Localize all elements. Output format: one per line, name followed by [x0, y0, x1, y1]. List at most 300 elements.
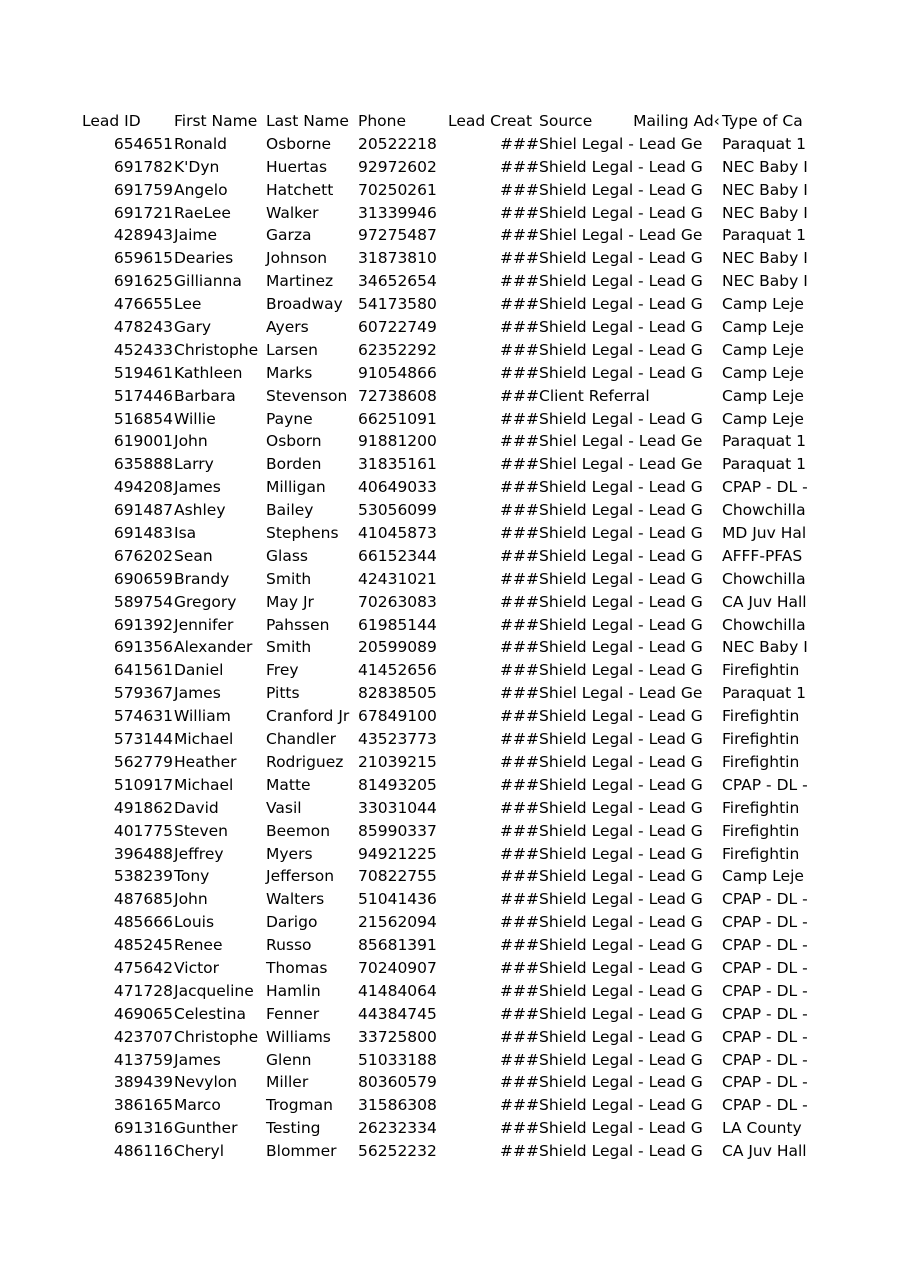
cell-lead-created[interactable]: ### [448, 682, 539, 705]
cell-lead-created[interactable]: ### [448, 957, 539, 980]
cell-type-of-case[interactable]: CA Juv Hall [722, 1140, 813, 1163]
cell-source[interactable]: Shiel Legal - Lead Ge [539, 432, 703, 451]
cell-first-name[interactable]: Michael [174, 775, 234, 794]
cell-phone[interactable]: 70263083 [358, 591, 447, 614]
cell-last-name[interactable]: Beemon [266, 820, 358, 843]
cell-phone[interactable]: 62352292 [358, 339, 447, 362]
cell-last-name[interactable]: Rodriguez [266, 751, 358, 774]
cell-lead-id[interactable]: 386165 [113, 1096, 173, 1115]
cell-source[interactable]: Shield Legal - Lead G [539, 409, 703, 428]
cell-lead-id[interactable]: 654651 [113, 134, 173, 153]
cell-phone[interactable]: 31586308 [358, 1094, 447, 1117]
cell-lead-created[interactable]: ### [448, 247, 539, 270]
cell-first-name[interactable]: Cheryl [174, 1142, 225, 1161]
cell-source[interactable]: Shield Legal - Lead G [539, 1142, 703, 1161]
cell-lead-id[interactable]: 452433 [113, 340, 173, 359]
cell-last-name[interactable]: Ayers [266, 316, 358, 339]
cell-source[interactable]: Shield Legal - Lead G [539, 1050, 703, 1069]
cell-last-name[interactable]: Walker [266, 202, 358, 225]
cell-last-name[interactable]: Chandler [266, 728, 358, 751]
cell-lead-created[interactable]: ### [448, 888, 539, 911]
cell-phone[interactable]: 34652654 [358, 270, 447, 293]
cell-lead-created[interactable]: ### [448, 476, 539, 499]
cell-last-name[interactable]: Trogman [266, 1094, 358, 1117]
cell-type-of-case[interactable]: CPAP - DL - [722, 980, 813, 1003]
cell-phone[interactable]: 33725800 [358, 1026, 447, 1049]
cell-type-of-case[interactable]: Firefightin [722, 797, 813, 820]
cell-lead-id[interactable]: 396488 [113, 844, 173, 863]
cell-lead-created[interactable]: ### [448, 751, 539, 774]
header-source[interactable]: Source [539, 112, 593, 130]
cell-last-name[interactable]: Fenner [266, 1003, 358, 1026]
cell-lead-id[interactable]: 691759 [113, 180, 173, 199]
cell-type-of-case[interactable]: CPAP - DL - [722, 1003, 813, 1026]
cell-lead-id[interactable]: 476655 [113, 295, 173, 314]
cell-first-name[interactable]: Dearies [174, 249, 234, 268]
cell-type-of-case[interactable]: CPAP - DL - [722, 774, 813, 797]
cell-type-of-case[interactable]: Firefightin [722, 820, 813, 843]
cell-source[interactable]: Shield Legal - Lead G [539, 890, 703, 909]
cell-lead-id[interactable]: 494208 [113, 478, 173, 497]
cell-lead-id[interactable]: 486116 [113, 1142, 173, 1161]
cell-source[interactable]: Shiel Legal - Lead Ge [539, 684, 703, 703]
cell-phone[interactable]: 82838505 [358, 682, 447, 705]
cell-last-name[interactable]: Glass [266, 545, 358, 568]
cell-first-name[interactable]: Gillianna [174, 272, 242, 291]
cell-last-name[interactable]: May Jr [266, 591, 358, 614]
cell-lead-id[interactable]: 401775 [113, 821, 173, 840]
cell-lead-created[interactable]: ### [448, 453, 539, 476]
cell-lead-created[interactable]: ### [448, 568, 539, 591]
cell-first-name[interactable]: Lee [174, 295, 202, 314]
cell-first-name[interactable]: Alexander [174, 638, 253, 657]
cell-first-name[interactable]: Steven [174, 821, 228, 840]
cell-lead-id[interactable]: 691392 [113, 615, 173, 634]
cell-last-name[interactable]: Glenn [266, 1049, 358, 1072]
cell-phone[interactable]: 70240907 [358, 957, 447, 980]
cell-lead-created[interactable]: ### [448, 362, 539, 385]
cell-lead-created[interactable]: ### [448, 499, 539, 522]
cell-source[interactable]: Shield Legal - Lead G [539, 821, 703, 840]
cell-lead-created[interactable]: ### [448, 522, 539, 545]
cell-lead-id[interactable]: 471728 [113, 981, 173, 1000]
cell-lead-created[interactable]: ### [448, 385, 539, 408]
cell-type-of-case[interactable]: NEC Baby I [722, 636, 813, 659]
cell-source[interactable]: Shield Legal - Lead G [539, 775, 703, 794]
cell-source[interactable]: Shield Legal - Lead G [539, 569, 703, 588]
cell-last-name[interactable]: Darigo [266, 911, 358, 934]
cell-lead-created[interactable]: ### [448, 316, 539, 339]
cell-type-of-case[interactable]: CA Juv Hall [722, 591, 813, 614]
cell-type-of-case[interactable]: AFFF-PFAS [722, 545, 813, 568]
cell-lead-created[interactable]: ### [448, 705, 539, 728]
cell-source[interactable]: Shield Legal - Lead G [539, 592, 703, 611]
header-last-name[interactable]: Last Name [266, 110, 358, 133]
cell-last-name[interactable]: Marks [266, 362, 358, 385]
cell-first-name[interactable]: Barbara [174, 386, 236, 405]
cell-first-name[interactable]: Gregory [174, 592, 237, 611]
cell-lead-created[interactable]: ### [448, 614, 539, 637]
cell-lead-id[interactable]: 538239 [113, 867, 173, 886]
cell-first-name[interactable]: Michael [174, 730, 234, 749]
cell-first-name[interactable]: James [174, 478, 221, 497]
cell-last-name[interactable]: Pitts [266, 682, 358, 705]
cell-lead-id[interactable]: 676202 [113, 546, 173, 565]
cell-type-of-case[interactable]: NEC Baby I [722, 202, 813, 225]
cell-source[interactable]: Shield Legal - Lead G [539, 958, 703, 977]
cell-first-name[interactable]: Tony [174, 867, 210, 886]
cell-lead-id[interactable]: 485666 [113, 913, 173, 932]
header-type-of-case[interactable]: Type of Ca [722, 112, 803, 130]
cell-type-of-case[interactable]: Firefightin [722, 659, 813, 682]
cell-first-name[interactable]: John [174, 432, 208, 451]
cell-phone[interactable]: 72738608 [358, 385, 447, 408]
cell-phone[interactable]: 43523773 [358, 728, 447, 751]
cell-phone[interactable]: 40649033 [358, 476, 447, 499]
cell-phone[interactable]: 26232334 [358, 1117, 447, 1140]
cell-source[interactable]: Shield Legal - Lead G [539, 1004, 703, 1023]
cell-source[interactable]: Shield Legal - Lead G [539, 867, 703, 886]
cell-first-name[interactable]: John [174, 890, 208, 909]
cell-source[interactable]: Shield Legal - Lead G [539, 707, 703, 726]
cell-last-name[interactable]: Jefferson [266, 865, 358, 888]
cell-source[interactable]: Shield Legal - Lead G [539, 844, 703, 863]
cell-last-name[interactable]: Myers [266, 843, 358, 866]
cell-first-name[interactable]: Larry [174, 455, 214, 474]
cell-source[interactable]: Shield Legal - Lead G [539, 272, 703, 291]
cell-lead-id[interactable]: 485245 [113, 936, 173, 955]
cell-lead-id[interactable]: 691487 [113, 501, 173, 520]
cell-lead-created[interactable]: ### [448, 339, 539, 362]
cell-lead-created[interactable]: ### [448, 980, 539, 1003]
cell-phone[interactable]: 80360579 [358, 1071, 447, 1094]
cell-source[interactable]: Shield Legal - Lead G [539, 638, 703, 657]
cell-lead-created[interactable]: ### [448, 179, 539, 202]
header-mailing-address[interactable]: Mailing Ad‹ [631, 110, 722, 133]
cell-lead-created[interactable]: ### [448, 820, 539, 843]
cell-last-name[interactable]: Smith [266, 636, 358, 659]
cell-last-name[interactable]: Stephens [266, 522, 358, 545]
cell-type-of-case[interactable]: CPAP - DL - [722, 911, 813, 934]
cell-last-name[interactable]: Russo [266, 934, 358, 957]
cell-first-name[interactable]: William [174, 707, 231, 726]
cell-last-name[interactable]: Blommer [266, 1140, 358, 1163]
cell-source[interactable]: Shield Legal - Lead G [539, 501, 703, 520]
cell-phone[interactable]: 21039215 [358, 751, 447, 774]
cell-source[interactable]: Shield Legal - Lead G [539, 1096, 703, 1115]
cell-phone[interactable]: 44384745 [358, 1003, 447, 1026]
cell-lead-id[interactable]: 413759 [113, 1050, 173, 1069]
cell-first-name[interactable]: Marco [174, 1096, 221, 1115]
cell-phone[interactable]: 61985144 [358, 614, 447, 637]
cell-source[interactable]: Shield Legal - Lead G [539, 546, 703, 565]
cell-source[interactable]: Shield Legal - Lead G [539, 913, 703, 932]
cell-type-of-case[interactable]: Paraquat 1 [722, 430, 813, 453]
cell-type-of-case[interactable]: Camp Leje [722, 385, 813, 408]
cell-type-of-case[interactable]: NEC Baby I [722, 247, 813, 270]
header-lead-id[interactable]: Lead ID [82, 112, 141, 130]
cell-first-name[interactable]: Ronald [174, 134, 228, 153]
cell-first-name[interactable]: James [174, 684, 221, 703]
cell-source[interactable]: Shield Legal - Lead G [539, 981, 703, 1000]
cell-lead-id[interactable]: 641561 [113, 661, 173, 680]
cell-last-name[interactable]: Osborn [266, 430, 358, 453]
cell-last-name[interactable]: Bailey [266, 499, 358, 522]
cell-lead-id[interactable]: 574631 [113, 707, 173, 726]
cell-type-of-case[interactable]: Chowchilla [722, 499, 813, 522]
cell-lead-created[interactable]: ### [448, 1140, 539, 1163]
cell-source[interactable]: Shield Legal - Lead G [539, 295, 703, 314]
cell-lead-created[interactable]: ### [448, 911, 539, 934]
cell-first-name[interactable]: Daniel [174, 661, 224, 680]
cell-first-name[interactable]: Gary [174, 318, 212, 337]
cell-first-name[interactable]: Willie [174, 409, 216, 428]
cell-first-name[interactable]: Christophe [174, 1027, 259, 1046]
cell-phone[interactable]: 31835161 [358, 453, 447, 476]
cell-last-name[interactable]: Johnson [266, 247, 358, 270]
cell-type-of-case[interactable]: Camp Leje [722, 293, 813, 316]
cell-lead-id[interactable]: 517446 [113, 386, 173, 405]
cell-lead-created[interactable]: ### [448, 270, 539, 293]
cell-last-name[interactable]: Pahssen [266, 614, 358, 637]
cell-first-name[interactable]: RaeLee [174, 203, 231, 222]
cell-lead-id[interactable]: 691782 [113, 157, 173, 176]
cell-source[interactable]: Shield Legal - Lead G [539, 661, 703, 680]
cell-type-of-case[interactable]: NEC Baby I [722, 179, 813, 202]
cell-lead-created[interactable]: ### [448, 1049, 539, 1072]
cell-source[interactable]: Shield Legal - Lead G [539, 730, 703, 749]
cell-last-name[interactable]: Miller [266, 1071, 358, 1094]
cell-source[interactable]: Shield Legal - Lead G [539, 1119, 703, 1138]
cell-last-name[interactable]: Williams [266, 1026, 358, 1049]
cell-lead-id[interactable]: 389439 [113, 1073, 173, 1092]
cell-source[interactable]: Shield Legal - Lead G [539, 752, 703, 771]
cell-lead-id[interactable]: 691356 [113, 638, 173, 657]
cell-type-of-case[interactable]: Camp Leje [722, 316, 813, 339]
cell-type-of-case[interactable]: LA County [722, 1117, 813, 1140]
cell-source[interactable]: Shield Legal - Lead G [539, 524, 703, 543]
cell-first-name[interactable]: Jacqueline [174, 981, 254, 1000]
cell-last-name[interactable]: Larsen [266, 339, 358, 362]
cell-phone[interactable]: 66152344 [358, 545, 447, 568]
cell-phone[interactable]: 91054866 [358, 362, 447, 385]
cell-first-name[interactable]: Jeffrey [174, 844, 224, 863]
cell-type-of-case[interactable]: NEC Baby I [722, 270, 813, 293]
cell-lead-created[interactable]: ### [448, 934, 539, 957]
cell-first-name[interactable]: K'Dyn [174, 157, 220, 176]
cell-first-name[interactable]: Kathleen [174, 363, 243, 382]
cell-lead-id[interactable]: 491862 [113, 798, 173, 817]
cell-lead-id[interactable]: 691316 [113, 1119, 173, 1138]
cell-type-of-case[interactable]: Camp Leje [722, 408, 813, 431]
cell-lead-id[interactable]: 691625 [113, 272, 173, 291]
header-phone[interactable]: Phone [358, 110, 447, 133]
cell-lead-created[interactable]: ### [448, 797, 539, 820]
cell-lead-created[interactable]: ### [448, 408, 539, 431]
cell-phone[interactable]: 42431021 [358, 568, 447, 591]
cell-source[interactable]: Shield Legal - Lead G [539, 363, 703, 382]
cell-type-of-case[interactable]: Chowchilla [722, 614, 813, 637]
cell-lead-id[interactable]: 659615 [113, 249, 173, 268]
cell-lead-created[interactable]: ### [448, 1026, 539, 1049]
cell-type-of-case[interactable]: CPAP - DL - [722, 1049, 813, 1072]
cell-source[interactable]: Shield Legal - Lead G [539, 157, 703, 176]
cell-first-name[interactable]: Isa [174, 524, 197, 543]
cell-type-of-case[interactable]: Firefightin [722, 705, 813, 728]
cell-last-name[interactable]: Osborne [266, 133, 358, 156]
cell-type-of-case[interactable]: CPAP - DL - [722, 1026, 813, 1049]
cell-lead-created[interactable]: ### [448, 1094, 539, 1117]
cell-phone[interactable]: 81493205 [358, 774, 447, 797]
cell-last-name[interactable]: Martinez [266, 270, 358, 293]
cell-lead-id[interactable]: 475642 [113, 958, 173, 977]
cell-lead-created[interactable]: ### [448, 1003, 539, 1026]
cell-last-name[interactable]: Testing [266, 1117, 358, 1140]
cell-lead-id[interactable]: 519461 [113, 363, 173, 382]
cell-type-of-case[interactable]: Paraquat 1 [722, 453, 813, 476]
cell-first-name[interactable]: Sean [174, 546, 213, 565]
cell-lead-created[interactable]: ### [448, 224, 539, 247]
cell-lead-created[interactable]: ### [448, 728, 539, 751]
cell-phone[interactable]: 20522218 [358, 133, 447, 156]
cell-lead-id[interactable]: 690659 [113, 569, 173, 588]
cell-lead-created[interactable]: ### [448, 659, 539, 682]
cell-source[interactable]: Shield Legal - Lead G [539, 1073, 703, 1092]
cell-phone[interactable]: 53056099 [358, 499, 447, 522]
cell-first-name[interactable]: Christophe [174, 340, 259, 359]
cell-lead-id[interactable]: 510917 [113, 775, 173, 794]
cell-lead-id[interactable]: 691721 [113, 203, 173, 222]
cell-type-of-case[interactable]: Firefightin [722, 843, 813, 866]
cell-lead-id[interactable]: 635888 [113, 455, 173, 474]
cell-last-name[interactable]: Garza [266, 224, 358, 247]
cell-lead-id[interactable]: 573144 [113, 730, 173, 749]
cell-phone[interactable]: 97275487 [358, 224, 447, 247]
cell-lead-id[interactable]: 691483 [113, 524, 173, 543]
cell-phone[interactable]: 21562094 [358, 911, 447, 934]
cell-source[interactable]: Shield Legal - Lead G [539, 180, 703, 199]
cell-phone[interactable]: 85990337 [358, 820, 447, 843]
cell-phone[interactable]: 31339946 [358, 202, 447, 225]
cell-phone[interactable]: 92972602 [358, 156, 447, 179]
cell-phone[interactable]: 54173580 [358, 293, 447, 316]
cell-type-of-case[interactable]: CPAP - DL - [722, 1071, 813, 1094]
cell-first-name[interactable]: Angelo [174, 180, 228, 199]
cell-lead-created[interactable]: ### [448, 133, 539, 156]
cell-source[interactable]: Client Referral [539, 386, 650, 405]
cell-phone[interactable]: 20599089 [358, 636, 447, 659]
cell-last-name[interactable]: Cranford Jr [266, 705, 358, 728]
cell-lead-id[interactable]: 562779 [113, 752, 173, 771]
cell-lead-id[interactable]: 423707 [113, 1027, 173, 1046]
cell-source[interactable]: Shield Legal - Lead G [539, 203, 703, 222]
cell-source[interactable]: Shield Legal - Lead G [539, 615, 703, 634]
cell-lead-created[interactable]: ### [448, 843, 539, 866]
cell-lead-created[interactable]: ### [448, 1117, 539, 1140]
cell-phone[interactable]: 70822755 [358, 865, 447, 888]
cell-last-name[interactable]: Walters [266, 888, 358, 911]
cell-lead-id[interactable]: 619001 [113, 432, 173, 451]
cell-last-name[interactable]: Vasil [266, 797, 358, 820]
cell-type-of-case[interactable]: CPAP - DL - [722, 934, 813, 957]
cell-phone[interactable]: 85681391 [358, 934, 447, 957]
cell-type-of-case[interactable]: Firefightin [722, 728, 813, 751]
cell-phone[interactable]: 70250261 [358, 179, 447, 202]
cell-lead-id[interactable]: 589754 [113, 592, 173, 611]
cell-type-of-case[interactable]: Camp Leje [722, 339, 813, 362]
cell-last-name[interactable]: Hatchett [266, 179, 358, 202]
cell-first-name[interactable]: Brandy [174, 569, 230, 588]
cell-lead-created[interactable]: ### [448, 156, 539, 179]
cell-first-name[interactable]: Victor [174, 958, 220, 977]
cell-last-name[interactable]: Broadway [266, 293, 358, 316]
cell-phone[interactable]: 41484064 [358, 980, 447, 1003]
cell-source[interactable]: Shiel Legal - Lead Ge [539, 134, 703, 153]
cell-type-of-case[interactable]: Paraquat 1 [722, 682, 813, 705]
cell-lead-id[interactable]: 428943 [113, 226, 173, 245]
cell-type-of-case[interactable]: Chowchilla [722, 568, 813, 591]
cell-source[interactable]: Shield Legal - Lead G [539, 249, 703, 268]
cell-source[interactable]: Shield Legal - Lead G [539, 340, 703, 359]
cell-last-name[interactable]: Payne [266, 408, 358, 431]
cell-type-of-case[interactable]: CPAP - DL - [722, 888, 813, 911]
cell-phone[interactable]: 66251091 [358, 408, 447, 431]
cell-type-of-case[interactable]: CPAP - DL - [722, 1094, 813, 1117]
cell-type-of-case[interactable]: CPAP - DL - [722, 957, 813, 980]
cell-phone[interactable]: 31873810 [358, 247, 447, 270]
cell-first-name[interactable]: Jaime [174, 226, 218, 245]
cell-type-of-case[interactable]: Camp Leje [722, 865, 813, 888]
cell-first-name[interactable]: Renee [174, 936, 223, 955]
cell-last-name[interactable]: Thomas [266, 957, 358, 980]
cell-source[interactable]: Shield Legal - Lead G [539, 318, 703, 337]
cell-lead-id[interactable]: 579367 [113, 684, 173, 703]
cell-phone[interactable]: 67849100 [358, 705, 447, 728]
cell-last-name[interactable]: Frey [266, 659, 358, 682]
cell-lead-created[interactable]: ### [448, 865, 539, 888]
cell-first-name[interactable]: James [174, 1050, 221, 1069]
cell-lead-created[interactable]: ### [448, 636, 539, 659]
cell-last-name[interactable]: Matte [266, 774, 358, 797]
cell-first-name[interactable]: Heather [174, 752, 237, 771]
cell-phone[interactable]: 56252232 [358, 1140, 447, 1163]
header-first-name[interactable]: First Name [174, 112, 258, 130]
cell-lead-id[interactable]: 469065 [113, 1004, 173, 1023]
cell-source[interactable]: Shield Legal - Lead G [539, 936, 703, 955]
cell-last-name[interactable]: Smith [266, 568, 358, 591]
cell-lead-id[interactable]: 478243 [113, 318, 173, 337]
cell-phone[interactable]: 33031044 [358, 797, 447, 820]
cell-source[interactable]: Shiel Legal - Lead Ge [539, 226, 703, 245]
cell-lead-created[interactable]: ### [448, 1071, 539, 1094]
cell-lead-created[interactable]: ### [448, 591, 539, 614]
cell-last-name[interactable]: Milligan [266, 476, 358, 499]
cell-phone[interactable]: 91881200 [358, 430, 447, 453]
cell-type-of-case[interactable]: MD Juv Hal [722, 522, 813, 545]
cell-first-name[interactable]: Ashley [174, 501, 226, 520]
cell-last-name[interactable]: Stevenson [266, 385, 358, 408]
cell-lead-created[interactable]: ### [448, 430, 539, 453]
cell-phone[interactable]: 51041436 [358, 888, 447, 911]
cell-first-name[interactable]: Gunther [174, 1119, 238, 1138]
cell-first-name[interactable]: David [174, 798, 219, 817]
cell-type-of-case[interactable]: CPAP - DL - [722, 476, 813, 499]
cell-type-of-case[interactable]: Camp Leje [722, 362, 813, 385]
cell-source[interactable]: Shield Legal - Lead G [539, 478, 703, 497]
cell-lead-created[interactable]: ### [448, 293, 539, 316]
cell-phone[interactable]: 41452656 [358, 659, 447, 682]
cell-phone[interactable]: 94921225 [358, 843, 447, 866]
